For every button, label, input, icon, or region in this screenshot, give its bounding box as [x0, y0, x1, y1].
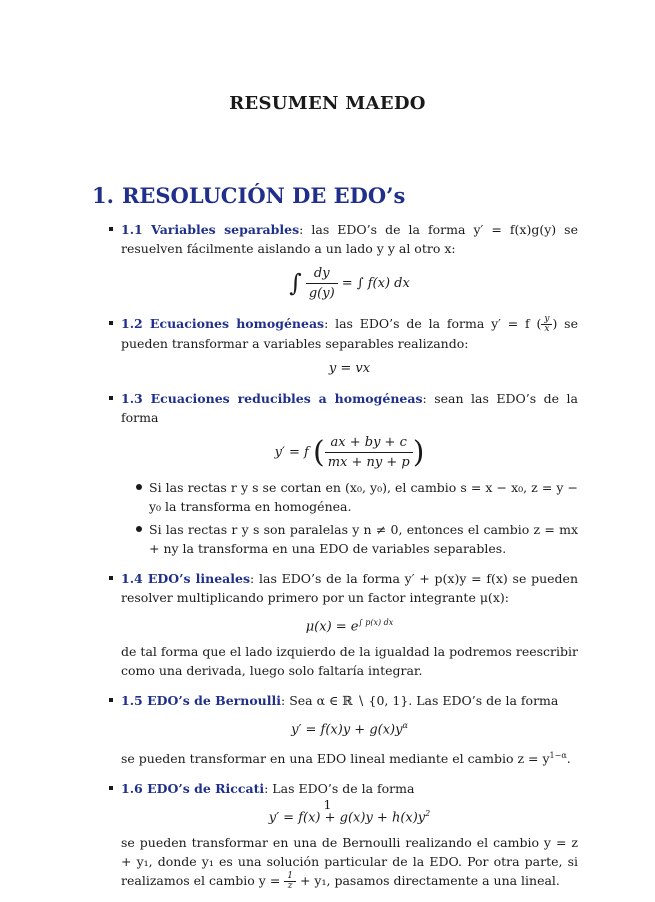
paren-close: ): [412, 435, 425, 470]
equation-display: [121, 264, 578, 303]
item-text: : las EDO’s de la forma y′ = f: [324, 316, 537, 331]
section-number: 1.: [92, 183, 114, 208]
bullet-dot: [136, 526, 142, 532]
item-paragraph: [121, 569, 578, 607]
page-number: 1: [323, 797, 332, 812]
fraction-numerator: y: [541, 315, 552, 325]
bullet-square: [109, 576, 113, 580]
fraction: [325, 433, 413, 472]
sub-list-item: [121, 478, 578, 516]
equation-display: [121, 716, 578, 739]
fraction-denominator: g(y): [308, 286, 335, 301]
after-text: se pueden transformar en una de Bernoulli realizando el cambio y = z + y₁, donde y₁ es una solución particular de la EDO. Por otra parte, si realizamos el cambio y =: [121, 835, 578, 889]
inline-fraction: [541, 315, 552, 334]
fraction-numerator: dy: [306, 264, 338, 284]
item-heading: 1.5 EDO’s de Bernoulli: [121, 693, 282, 709]
after-text: se pueden transformar en una EDO lineal mediante el cambio z = y: [121, 750, 550, 766]
item-heading: 1.1 Variables separables: [121, 222, 300, 237]
equation-exponent: ∫ p(x) dx: [358, 618, 394, 627]
item-paragraph-after: [121, 833, 578, 891]
equation-base: y′ = f(x)y + g(x)y: [291, 722, 403, 738]
item-text-continued: se pueden transformar a variables separables realizando:: [121, 316, 578, 351]
item-paragraph: [121, 220, 578, 258]
item-heading: 1.3 Ecuaciones reducibles a homogéneas: [121, 391, 423, 406]
equation-exponent: α: [402, 721, 408, 731]
equation-display: y = vx: [328, 361, 371, 376]
integral-symbol: ∫: [289, 269, 302, 297]
sub-list-item: [121, 520, 578, 558]
equation-lhs: y′ = f: [274, 445, 309, 460]
item-paragraph: [121, 314, 578, 353]
bullet-square: [109, 321, 113, 325]
inline-fraction: [284, 872, 296, 891]
equation-base: y′ = f(x) + g(x)y + h(x)y: [268, 810, 426, 826]
paren-open: (: [312, 435, 325, 470]
equation-base: μ(x) = e: [305, 619, 359, 635]
item-heading: 1.4 EDO’s lineales: [121, 571, 251, 586]
list-item: [92, 569, 578, 680]
item-paragraph-after: [121, 746, 578, 768]
bullet-dot: [136, 484, 142, 490]
item-heading: 1.2 Ecuaciones homogéneas: [121, 316, 325, 331]
item-text: : sean las EDO’s de la forma: [121, 391, 579, 425]
list-item: [92, 314, 578, 378]
fraction: [306, 264, 338, 303]
section-title: RESOLUCIÓN DE EDO’s: [121, 183, 406, 208]
fraction-numerator: ax + by + c: [325, 433, 413, 453]
paren-open: (: [536, 316, 542, 331]
item-text: : Las EDO’s de la forma: [264, 780, 415, 796]
equation-exponent: 2: [425, 808, 431, 818]
list-item: [92, 691, 578, 767]
fraction-numerator: 1: [284, 872, 296, 882]
item-text: : Sea α ∈ ℝ ∖ {0, 1}. Las EDO’s de la forma: [281, 693, 559, 709]
equation-display: [121, 613, 578, 636]
after-end: .: [566, 750, 571, 766]
paren-close: ): [552, 316, 558, 331]
after-exponent: 1−α: [549, 750, 567, 760]
fraction-denominator: x: [544, 324, 550, 334]
item-paragraph: [121, 691, 578, 710]
item-paragraph: [121, 779, 578, 798]
bullet-square: [109, 786, 113, 790]
bullet-square: [109, 396, 113, 400]
list-item: [92, 220, 578, 303]
item-heading: 1.6 EDO’s de Riccati: [121, 780, 265, 796]
bullet-square: [109, 698, 113, 702]
item-paragraph: [121, 389, 578, 427]
section-heading: [92, 183, 405, 208]
document-title: RESUMEN MAEDO: [229, 93, 426, 114]
bullet-square: [109, 227, 113, 231]
fraction-denominator: z: [287, 881, 293, 892]
fraction-denominator: mx + ny + p: [327, 455, 410, 470]
sub-item-text: Si las rectas r y s son paralelas y n ≠ 0, entonces el cambio z = mx + ny la transforma en una EDO de variables separables.: [149, 522, 578, 556]
list-item: [92, 389, 578, 558]
item-text: : las EDO’s de la forma y′ = f(x)g(y) se resuelven fácilmente aislando a un lado y y al otro x:: [121, 222, 578, 256]
equation-display: [121, 433, 578, 472]
list-item: [92, 779, 578, 891]
after-text-continued: + y₁, pasamos directamente a una lineal.: [296, 873, 560, 889]
sub-item-text: Si las rectas r y s se cortan en (x₀, y₀), el cambio s = x − x₀, z = y − y₀ la transforma en homogénea.: [149, 480, 578, 514]
item-text: : las EDO’s de la forma y′ + p(x)y = f(x) se pueden resolver multiplicando primero por un factor integrante μ(x):: [121, 571, 578, 605]
item-paragraph-after: de tal forma que el lado izquierdo de la igualdad la podremos reescribir como una derivada, luego solo faltaría integrar.: [121, 644, 578, 679]
equation-rhs: = ∫ f(x) dx: [341, 276, 410, 291]
